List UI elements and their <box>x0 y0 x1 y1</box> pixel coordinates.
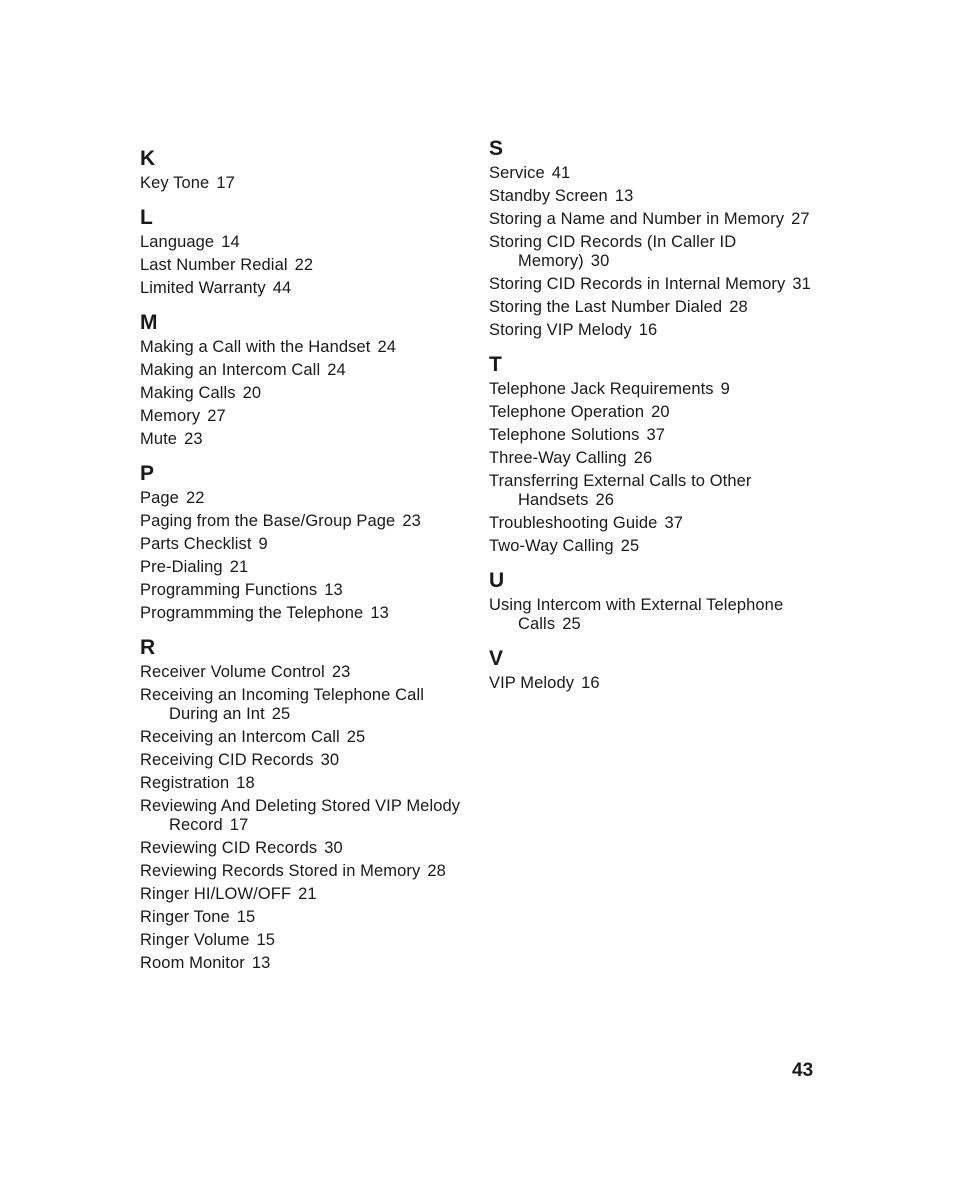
index-entry <box>140 908 470 927</box>
index-entry-page: 23 <box>184 430 203 448</box>
index-entry-page: 23 <box>402 512 421 530</box>
index-entry-page: 28 <box>427 862 446 880</box>
index-entry-page: 14 <box>221 233 240 251</box>
index-entry-term: Storing CID Records in Internal Memory <box>489 275 786 293</box>
index-entry-page: 16 <box>638 321 658 339</box>
index-entry <box>140 384 470 403</box>
index-entry-page: 17 <box>229 816 249 834</box>
index-entry-term: Reviewing And Deleting Stored VIP Melody Record <box>140 797 461 834</box>
index-section-s <box>489 136 819 340</box>
index-section-l <box>140 205 470 298</box>
index-entry-page: 25 <box>620 537 640 555</box>
index-entry-term: Page <box>140 489 179 507</box>
index-entry-term: Making Calls <box>140 384 236 402</box>
index-entry <box>489 164 819 183</box>
index-entry-page: 18 <box>236 774 255 792</box>
index-entry-page: 24 <box>377 338 397 356</box>
index-entry-page: 22 <box>185 489 205 507</box>
index-entry <box>140 728 470 747</box>
index-entry-term: Ringer Volume <box>140 931 250 949</box>
index-entry-term: Storing the Last Number Dialed <box>489 298 723 316</box>
index-entry-term: Storing CID Records (In Caller ID Memory) <box>489 233 737 270</box>
index-entry-page: 26 <box>595 491 615 509</box>
index-entry <box>140 686 470 724</box>
index-entry-term: Making a Call with the Handset <box>140 338 371 356</box>
index-section-u <box>489 568 819 634</box>
index-entry <box>140 954 470 973</box>
index-entry-page: 37 <box>664 514 683 532</box>
index-entry-term: Memory <box>140 407 201 425</box>
index-entry <box>489 187 819 206</box>
index-column-right <box>489 136 819 697</box>
index-entry-page: 13 <box>251 954 271 972</box>
index-entry-page: 20 <box>651 403 670 421</box>
index-entry-term: Pre-Dialing <box>140 558 223 576</box>
page-number: 43 <box>792 1060 814 1081</box>
index-entry-term: Service <box>489 164 545 182</box>
index-entry-term: Limited Warranty <box>140 279 266 297</box>
index-entry <box>140 279 470 298</box>
section-letter: K <box>140 147 156 170</box>
index-entry <box>140 174 470 193</box>
index-entry <box>140 581 470 600</box>
index-entry <box>140 233 470 252</box>
index-entry <box>140 862 470 881</box>
index-entry-term: Registration <box>140 774 230 792</box>
index-entry-page: 41 <box>551 164 571 182</box>
index-entry <box>140 361 470 380</box>
index-entry <box>489 298 819 317</box>
index-entry-page: 21 <box>298 885 317 903</box>
index-entry-term: Storing VIP Melody <box>489 321 632 339</box>
index-entry <box>489 380 819 399</box>
index-entry <box>140 885 470 904</box>
index-entry-page: 20 <box>242 384 262 402</box>
index-entry-term: Receiving an Incoming Telephone Call During an Int <box>140 686 424 723</box>
index-entry-term: Programming Functions <box>140 581 318 599</box>
index-entry-term: Programmming the Telephone <box>140 604 364 622</box>
section-letter: S <box>489 137 504 160</box>
index-entry <box>489 210 819 229</box>
index-section-m <box>140 310 470 449</box>
index-entry-page: 21 <box>229 558 249 576</box>
index-entry-page: 25 <box>271 705 291 723</box>
index-entry <box>140 797 470 835</box>
index-entry <box>140 489 470 508</box>
index-entry-term: Ringer Tone <box>140 908 230 926</box>
index-entry <box>140 604 470 623</box>
index-entry <box>140 338 470 357</box>
index-entry-page: 16 <box>581 674 600 692</box>
index-entry-page: 30 <box>324 839 343 857</box>
index-entry-term: Transferring External Calls to Other Handsets <box>489 472 752 509</box>
index-column-left <box>140 146 470 977</box>
section-letter: P <box>140 462 155 485</box>
index-entry-term: Receiving CID Records <box>140 751 314 769</box>
index-entry-page: 15 <box>256 931 276 949</box>
index-entry-term: Making an Intercom Call <box>140 361 321 379</box>
index-entry-term: Storing a Name and Number in Memory <box>489 210 785 228</box>
index-entry <box>489 321 819 340</box>
index-entry-term: Two-Way Calling <box>489 537 614 555</box>
index-entry-term: Last Number Redial <box>140 256 288 274</box>
index-entry <box>489 596 819 634</box>
index-entry <box>140 535 470 554</box>
index-entry-term: Reviewing Records Stored in Memory <box>140 862 421 880</box>
index-entry <box>489 537 819 556</box>
index-entry <box>489 674 819 693</box>
index-entry-term: Telephone Solutions <box>489 426 640 444</box>
index-entry-term: Troubleshooting Guide <box>489 514 658 532</box>
index-entry-page: 9 <box>258 535 268 553</box>
index-entry <box>489 275 819 294</box>
index-entry-term: VIP Melody <box>489 674 575 692</box>
index-entry-page: 17 <box>216 174 235 192</box>
index-entry <box>489 514 819 533</box>
section-letter: L <box>140 206 153 229</box>
index-entry-page: 30 <box>320 751 340 769</box>
index-entry-page: 13 <box>324 581 343 599</box>
index-entry-term: Using Intercom with External Telephone Calls <box>489 596 784 633</box>
index-entry-page: 26 <box>633 449 653 467</box>
index-entry-term: Standby Screen <box>489 187 608 205</box>
index-entry <box>140 407 470 426</box>
index-entry <box>489 472 819 510</box>
section-letter: U <box>489 569 505 592</box>
index-entry-term: Parts Checklist <box>140 535 252 553</box>
index-entry <box>140 558 470 577</box>
section-letter: R <box>140 636 156 659</box>
index-entry-term: Paging from the Base/Group Page <box>140 512 396 530</box>
index-entry <box>140 512 470 531</box>
index-entry-page: 37 <box>646 426 666 444</box>
index-entry-page: 30 <box>590 252 610 270</box>
index-entry <box>140 663 470 682</box>
index-entry <box>140 256 470 275</box>
index-entry-page: 9 <box>720 380 730 398</box>
section-letter: V <box>489 647 504 670</box>
index-entry-page: 22 <box>294 256 314 274</box>
index-entry-page: 23 <box>331 663 351 681</box>
section-letter: M <box>140 311 158 334</box>
index-entry <box>140 774 470 793</box>
index-entry-term: Language <box>140 233 215 251</box>
index-entry-term: Receiver Volume Control <box>140 663 325 681</box>
index-entry-page: 13 <box>370 604 389 622</box>
index-entry <box>489 403 819 422</box>
index-entry-page: 25 <box>346 728 366 746</box>
index-entry <box>140 839 470 858</box>
index-section-v <box>489 646 819 693</box>
index-section-t <box>489 352 819 556</box>
index-section-p <box>140 461 470 623</box>
index-entry-term: Mute <box>140 430 178 448</box>
index-entry-term: Room Monitor <box>140 954 245 972</box>
index-entry <box>489 426 819 445</box>
index-entry-page: 31 <box>792 275 811 293</box>
index-entry-page: 13 <box>614 187 634 205</box>
index-entry-page: 27 <box>791 210 810 228</box>
index-entry-term: Reviewing CID Records <box>140 839 318 857</box>
index-entry-term: Telephone Operation <box>489 403 645 421</box>
index-entry-term: Receiving an Intercom Call <box>140 728 340 746</box>
index-entry-page: 28 <box>729 298 748 316</box>
section-letter: T <box>489 353 502 376</box>
index-section-r <box>140 635 470 973</box>
index-entry-page: 27 <box>207 407 226 425</box>
index-entry <box>489 233 819 271</box>
index-entry-term: Key Tone <box>140 174 210 192</box>
index-entry-term: Ringer HI/LOW/OFF <box>140 885 292 903</box>
index-section-k <box>140 146 470 193</box>
index-entry <box>140 430 470 449</box>
index-entry-page: 25 <box>562 615 581 633</box>
index-entry-term: Three-Way Calling <box>489 449 627 467</box>
index-entry <box>140 931 470 950</box>
index-entry-term: Telephone Jack Requirements <box>489 380 714 398</box>
index-entry-page: 24 <box>327 361 346 379</box>
index-entry <box>489 449 819 468</box>
index-entry-page: 44 <box>272 279 292 297</box>
index-entry <box>140 751 470 770</box>
index-entry-page: 15 <box>236 908 256 926</box>
